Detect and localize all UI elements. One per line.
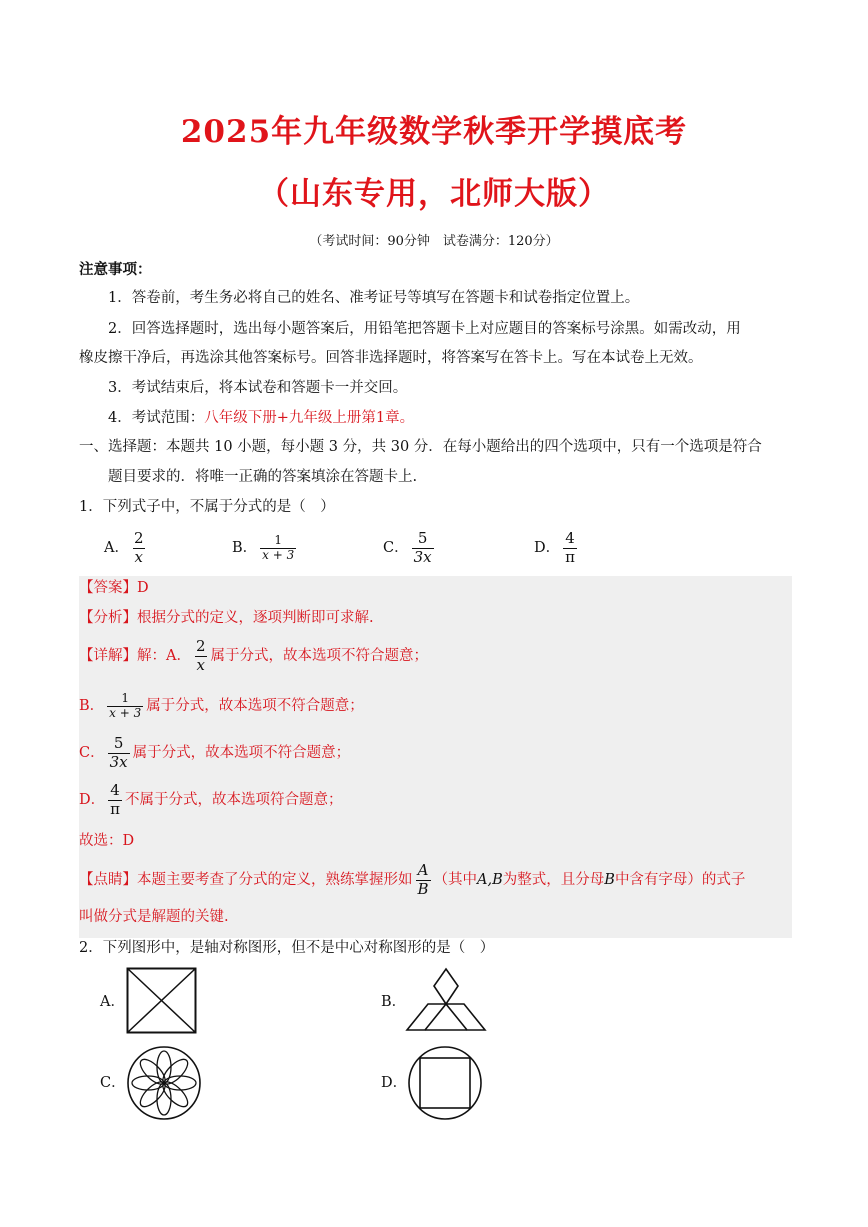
fraction: $\frac{1}{x + 3}$ [262, 532, 295, 562]
option-label: B． [232, 540, 258, 556]
q1-option-d [534, 528, 580, 568]
exam-scope: 八年级下册+九年级上册第1章。 [204, 410, 415, 426]
detail-d: D． $\frac{4}{\pi}$ 不属于分式，故本选项符合题意； [79, 781, 343, 818]
detail-b: B． $\frac{1}{x + 3}$ 属于分式，故本选项不符合题意； [79, 690, 364, 720]
notice-item-2-cont: 橡皮擦干净后，再选涂其他答案标号。回答非选择题时，将答案写在答卡上。写在本试卷上无效。 [79, 350, 703, 366]
fraction: $\frac{A}{B}$ [417, 861, 429, 898]
q1-option-b [232, 528, 299, 568]
q1-option-c [383, 528, 437, 568]
fraction: $\frac{5}{3x}$ [109, 734, 128, 771]
page-title: 2025年九年级数学秋季开学摸底考 [180, 114, 688, 150]
fraction: $\frac{4}{\pi}$ [110, 781, 120, 818]
q2-option-a-label: A． [100, 994, 125, 1010]
notice-item-2: 2．回答选择题时，选出每小题答案后，用铅笔把答题卡上对应题目的答案标号涂黑。如需改动，用 [108, 321, 741, 337]
choice: 故选：D [79, 833, 135, 849]
square-with-diagonals-figure [126, 967, 198, 1035]
fraction: $\frac{2}{x}$ [133, 529, 144, 566]
q2-option-d-label: D． [381, 1075, 408, 1091]
fraction: $\frac{5}{3x}$ [413, 529, 432, 566]
section-instructions-cont: 题目要求的．将唯一正确的答案填涂在答题卡上. [108, 469, 418, 485]
notice-heading: 注意事项： [79, 261, 152, 278]
flower-in-circle-figure [124, 1045, 204, 1121]
page-subtitle: （山东专用，北师大版） [258, 176, 610, 212]
detail-prefix: 【详解】解：A． [79, 648, 191, 664]
section-instructions: 一、选择题：本题共 10 小题，每小题 3 分，共 30 分．在每小题给出的四个选项中，只有一个选项是符合 [79, 439, 762, 455]
option-label: A． [104, 540, 129, 556]
q2-option-c-label: C． [100, 1075, 126, 1091]
detail-c: C． $\frac{5}{3x}$ 属于分式，故本选项不符合题意； [79, 734, 351, 771]
option-label: D． [534, 540, 561, 556]
fraction: $\frac{1}{x + 3}$ [109, 690, 142, 720]
question-1-stem: 1．下列式子中，不属于分式的是（ ） [79, 499, 335, 515]
answer: 【答案】D [79, 580, 149, 596]
comment-cont: 叫做分式是解题的关键. [79, 909, 229, 925]
notice-item-4 [108, 408, 414, 428]
comment: 【点睛】本题主要考查了分式的定义，熟练掌握形如 $\frac{A}{B}$ （其中 A,B 为整式，且分母 B 中含有字母）的式子 [79, 861, 746, 898]
exam-info: （考试时间：90分钟 试卷满分：120分） [309, 234, 559, 249]
detail-a: 【详解】解：A． $\frac{2}{x}$ 属于分式，故本选项不符合题意； [79, 637, 429, 674]
notice-item-1: 1．答卷前，考生务必将自己的姓名、准考证号等填写在答题卡和试卷指定位置上。 [108, 290, 640, 306]
fraction: $\frac{4}{\pi}$ [565, 529, 575, 566]
q1-option-a [104, 528, 149, 568]
fraction: $\frac{2}{x}$ [195, 637, 206, 674]
notice-item-4-prefix: 4．考试范围： [108, 410, 205, 426]
analysis: 【分析】根据分式的定义，逐项判断即可求解. [79, 610, 374, 626]
q2-option-b-label: B． [381, 994, 407, 1010]
three-rhombus-figure [405, 967, 487, 1035]
question-2-stem: 2．下列图形中，是轴对称图形，但不是中心对称图形的是（ ） [79, 940, 495, 956]
notice-item-3: 3．考试结束后，将本试卷和答题卡一并交回。 [108, 380, 408, 396]
square-in-circle-figure [405, 1045, 485, 1121]
option-label: C． [383, 540, 409, 556]
